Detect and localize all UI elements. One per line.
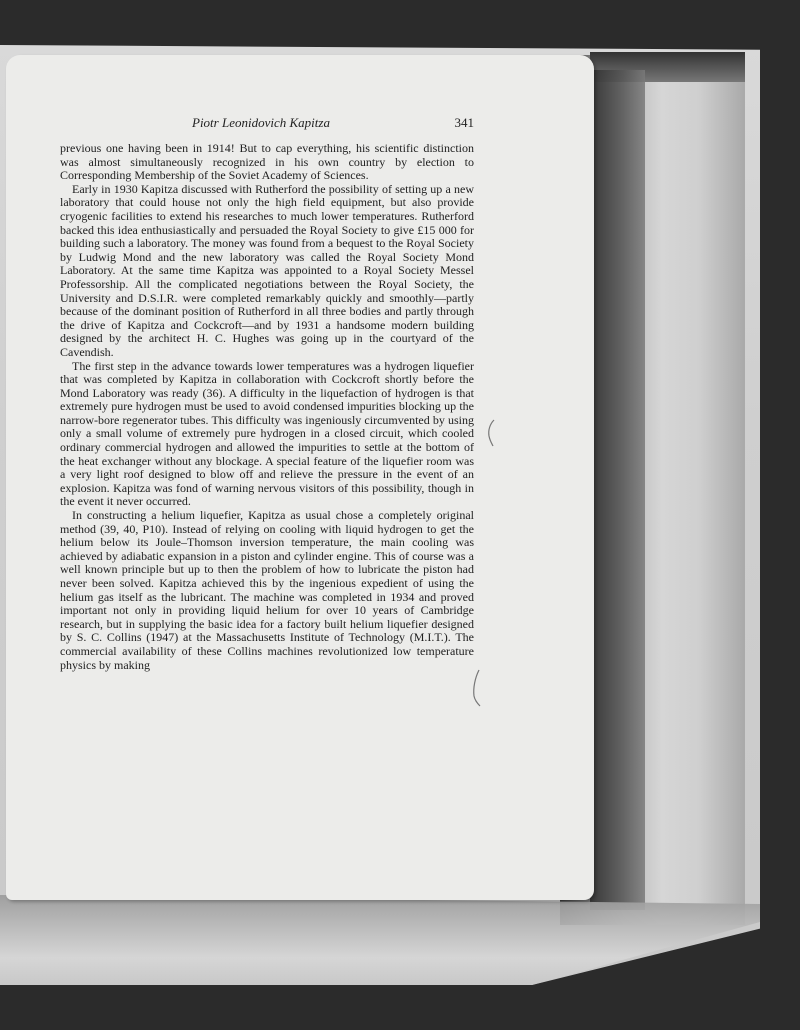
paragraph: In constructing a helium liquefier, Kapitza as usual chose a completely original method (39, 40, P10). Instead of relying on cooling with liquid hydrogen to get the helium below its Joule–Thomson inversion temperature, the main cooling was achieved by adiabatic expansion in a piston and cylinder engine. This of course was a well known principle but up to then the problem of how to lubricate the piston had never been solved. Kapitza achieved this by the ingenious expedient of using the helium gas itself as the lubricant. The machine was completed in 1934 and proved important not only in providing liquid helium for over 10 years of Cambridge research, but in supplying the basic idea for a factory built helium liquefier designed by S. C. Collins (1947) at the Massachusetts Institute of Technology (M.I.T.). The commercial availability of these Collins machines revolutionized low temperature physics by making (60, 508, 474, 672)
body-text (60, 142, 474, 672)
margin-pencil-mark (470, 668, 484, 708)
book-spine-shadow (590, 70, 645, 910)
paragraph: The first step in the advance towards lower temperatures was a hydrogen liquefier that was completed by Kapitza in collaboration with Cockcroft shortly before the Mond Laboratory was ready (36). A difficulty in the liquefaction of hydrogen is that extremely pure hydrogen must be used to avoid condensed impurities blocking up the narrow-bore regenerator tubes. This difficulty was ingeniously circumvented by using only a small volume of extremely pure hydrogen in a closed circuit, which cooled ordinary commercial hydrogen and allowed the impurities to settle at the bottom of the heat exchanger without any blockage. A special feature of the liquefier room was a very light roof designed to blow off and relieve the pressure in the event of an explosion. Kapitza was fond of warning nervous visitors of this possibility, though in the event it never occurred. (60, 358, 474, 509)
page-header (60, 115, 474, 133)
paragraph: Early in 1930 Kapitza discussed with Rutherford the possibility of setting up a new laboratory that could house not only the high field equipment, but also provide cryogenic facilities to extend his researches to much lower temperatures. Rutherford backed this idea enthusiastically and persuaded the Royal Society to give £15 000 for building such a laboratory. The money was found from a bequest to the Royal Society by Ludwig Mond and the new laboratory was called the Royal Society Mond Laboratory. At the same time Kapitza was appointed to a Royal Society Messel Professorship. All the complicated negotiations between the Royal Society, the University and D.S.I.R. were completed remarkably quickly and smoothly—partly because of the dominant position of Rutherford in all three bodies and partly through the drive of Kapitza and Cockcroft—and by 1931 a handsome modern building designed by the architect H. C. Hughes was going up in the courtyard of the Cavendish. (60, 181, 474, 359)
margin-pencil-mark (484, 418, 498, 448)
book-page (6, 55, 594, 900)
running-head: Piotr Leonidovich Kapitza (192, 115, 330, 130)
paragraph: previous one having been in 1914! But to cap everything, his scientific distinction was almost simultaneously recognized in his own country by election to Corresponding Membership of the Soviet Academy of Sciences. (60, 141, 474, 183)
bottom-scan-smear (0, 895, 760, 985)
page-number: 341 (454, 115, 474, 130)
